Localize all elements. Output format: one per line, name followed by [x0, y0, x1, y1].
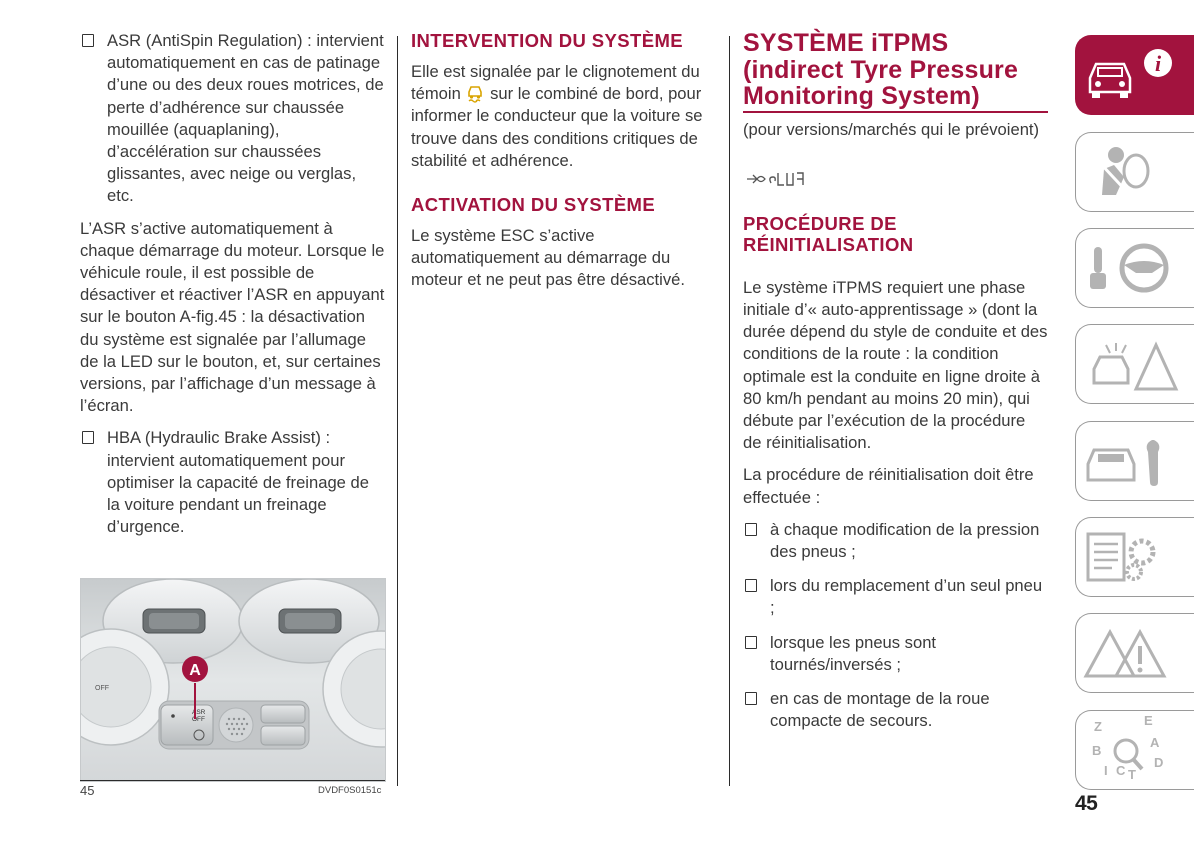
list-item	[743, 632, 1048, 676]
tab-steering-key[interactable]	[1075, 228, 1194, 308]
checkbox-bullet-icon	[82, 431, 94, 444]
figure-code: DVDF0S0151c	[318, 785, 382, 796]
checkbox-bullet-icon	[745, 636, 757, 649]
crash-warning-icon	[1076, 325, 1194, 403]
tab-warning-triangles[interactable]	[1075, 613, 1194, 693]
list-item	[743, 575, 1048, 619]
figure-dashboard-photo	[80, 578, 386, 782]
asr-label-line1: ASR	[192, 709, 206, 716]
figure-number: 45	[80, 783, 95, 798]
paragraph-procedure: Le système iTPMS requiert une phase initiale d’« auto-apprentissage » (dont la durée dépend du style de conduite et des conditions de la route : la condition optimale est la conduite en ligne droite à 80 km/h pendant au moins 20 min), qui débute par l’exécution de la procédure de réinitialisation.	[743, 277, 1048, 453]
car-info-icon	[1076, 36, 1194, 114]
specs-gears-icon	[1076, 518, 1194, 596]
paragraph-intervention	[411, 61, 716, 172]
index-letter: A	[1150, 735, 1160, 750]
paragraph-effectuee: La procédure de réinitialisation doit être effectuée :	[743, 465, 1034, 507]
paragraph-intervention-before: Elle est signalée par le clignotement du témoin	[411, 62, 700, 104]
column-divider	[729, 36, 730, 786]
tab-crash-warning[interactable]	[1075, 324, 1194, 404]
svg-text:i: i	[1154, 51, 1162, 76]
column-2	[411, 30, 716, 302]
checkbox-bullet-icon	[82, 34, 94, 47]
checkbox-bullet-icon	[745, 692, 757, 705]
index-letter: C	[1116, 763, 1126, 778]
section-title: SYSTÈME iTPMS (indirect Tyre Pressure Monitoring System)	[743, 29, 1019, 110]
paragraph-asr: L’ASR s’active automatiquement à chaque démarrage du moteur. Lorsque le véhicule roule, il est possible de désactiver et réactiver l’ASR en appuyant sur le bouton A-fig.45 : la désactivation du système est signalée par l’allumage de la LED sur le bouton, et, sur certaines versions, par l’affichage d’un message à l’écran.	[80, 218, 385, 416]
bullet-asr-text: ASR (AntiSpin Regulation) : intervient automatiquement en cas de patinage d’une ou des deux roues motrices, de perte d’adhérence sur chaussée mouillée (aquaplaning), d’accélération sur chaussées glissantes, avec neige ou verglas, etc.	[107, 31, 384, 206]
bullet-text: à chaque modification de la pression des pneus ;	[770, 519, 1040, 561]
figure-rule	[80, 780, 385, 781]
page-number: 45	[1075, 792, 1098, 815]
title-block	[743, 30, 1048, 113]
list-item	[80, 427, 385, 538]
paragraph-activation: Le système ESC s’active automatiquement au démarrage du moteur et ne peut pas être désactivé.	[411, 226, 685, 290]
knob-off-label: OFF	[95, 685, 109, 692]
bullet-hba-text: HBA (Hydraulic Brake Assist) : intervient automatiquement pour optimiser la capacité de freinage de la voiture pendant un freinage d’urgence.	[107, 428, 369, 537]
index-letter: T	[1128, 767, 1136, 782]
bullet-text: lorsque les pneus sont tournés/inversés ;	[770, 632, 937, 674]
car-wrench-icon	[1076, 422, 1194, 500]
steering-wheel-key-icon	[1076, 229, 1194, 307]
column-divider	[397, 36, 398, 786]
seat-airbag-icon	[1076, 133, 1194, 211]
checkbox-bullet-icon	[745, 523, 757, 536]
esc-warning-light-icon	[465, 83, 485, 103]
column-3	[743, 30, 1048, 742]
asr-label-line2: OFF	[192, 716, 205, 723]
tab-alphabet-index[interactable]	[1075, 710, 1194, 790]
list-item	[743, 519, 1048, 563]
list-item	[743, 688, 1048, 732]
index-letter: Z	[1094, 719, 1102, 734]
section-subtitle: (pour versions/marchés qui le prévoient)	[743, 119, 1040, 139]
heading-activation: ACTIVATION DU SYSTÈME	[411, 194, 656, 216]
bullet-text: en cas de montage de la roue compacte de secours.	[770, 688, 990, 731]
tab-specs-gears[interactable]	[1075, 517, 1194, 597]
callout-a: A	[189, 662, 201, 679]
e-learn-icon	[745, 169, 809, 191]
index-letter: I	[1104, 763, 1108, 778]
bullet-text: lors du remplacement d’un seul pneu ;	[770, 576, 1043, 618]
column-1	[80, 30, 385, 548]
tab-car-wrench[interactable]	[1075, 421, 1194, 501]
alphabet-index-icon	[1076, 711, 1194, 789]
index-letter: B	[1092, 743, 1102, 758]
warning-triangles-icon	[1076, 614, 1194, 692]
heading-intervention: INTERVENTION DU SYSTÈME	[411, 30, 684, 51]
list-item	[80, 30, 385, 208]
checkbox-bullet-icon	[745, 579, 757, 592]
tab-car-info[interactable]	[1075, 35, 1194, 115]
paragraph-intervention-after: sur le combiné de bord, pour informer le conducteur que la voiture se trouve dans des conditions critiques de stabilité et adhérence.	[411, 84, 703, 170]
heading-procedure: PROCÉDURE DE RÉINITIALISATION	[743, 212, 914, 255]
index-letter: D	[1154, 755, 1164, 770]
index-letter: E	[1144, 713, 1153, 728]
tab-seat-airbag[interactable]	[1075, 132, 1194, 212]
